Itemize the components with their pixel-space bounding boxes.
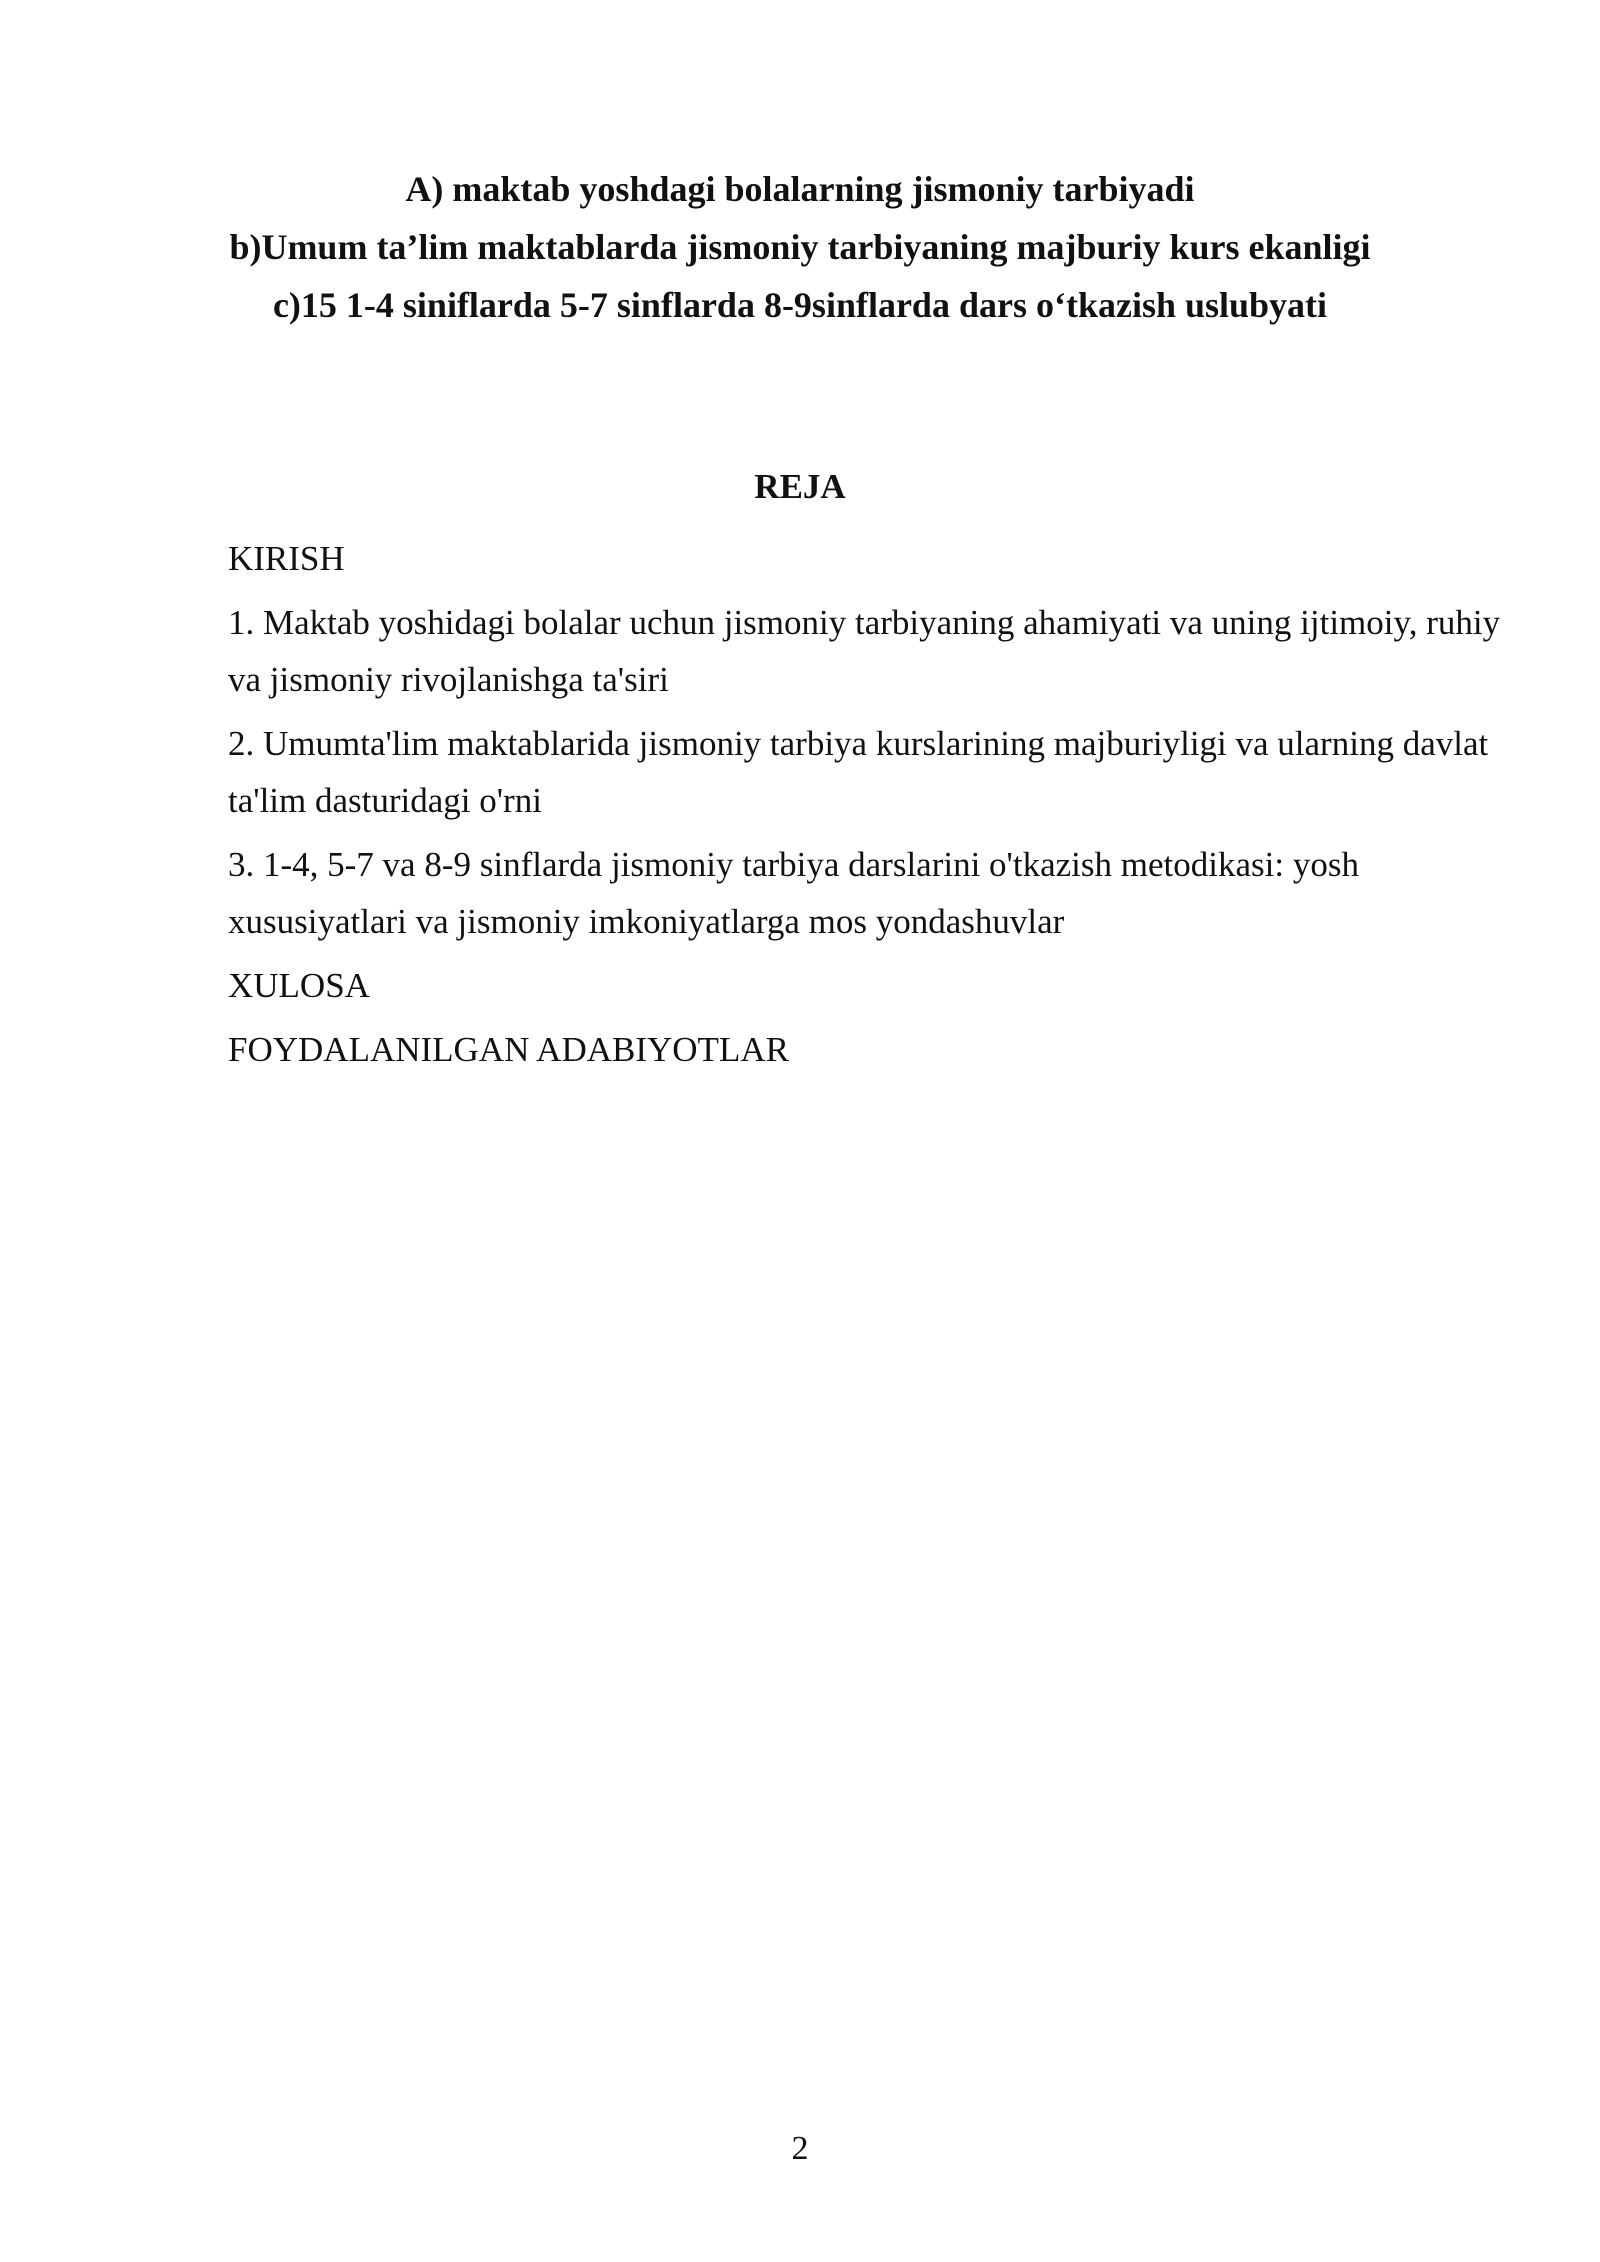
plan-list [228, 530, 1508, 1085]
topic-title-line-a: A) maktab yoshdagi bolalarning jismoniy tarbiyadi [405, 169, 1195, 209]
plan-item-conclusion: XULOSA [228, 966, 370, 1005]
topic-title-block [0, 160, 1600, 334]
plan-item-references: FOYDALANILGAN ADABIYOTLAR [228, 1030, 789, 1069]
plan-item-2: 2. Umumta'lim maktablarida jismoniy tarbiya kurslarining majburiyligi va ularning davlat ta'lim dasturidagi o'rni [228, 724, 1489, 820]
plan-heading: REJA [754, 467, 846, 506]
topic-title-line-b: b)Umum ta’lim maktablarda jismoniy tarbiyaning majburiy kurs ekanligi [229, 227, 1371, 267]
plan-item-3: 3. 1-4, 5-7 va 8-9 sinflarda jismoniy tarbiya darslarini o'tkazish metodikasi: yosh xususiyatlari va jismoniy imkoniyatlarga mos yondashuvlar [228, 845, 1359, 941]
topic-title-line-c: c)15 1-4 siniflarda 5-7 sinflarda 8-9sinflarda dars o‘tkazish uslubyati [272, 285, 1328, 325]
plan-item-1: 1. Maktab yoshidagi bolalar uchun jismoniy tarbiyaning ahamiyati va uning ijtimoiy, ruhiy va jismoniy rivojlanishga ta'siri [228, 603, 1501, 699]
page-number: 2 [791, 2130, 809, 2167]
plan-item-introduction: KIRISH [228, 539, 345, 578]
